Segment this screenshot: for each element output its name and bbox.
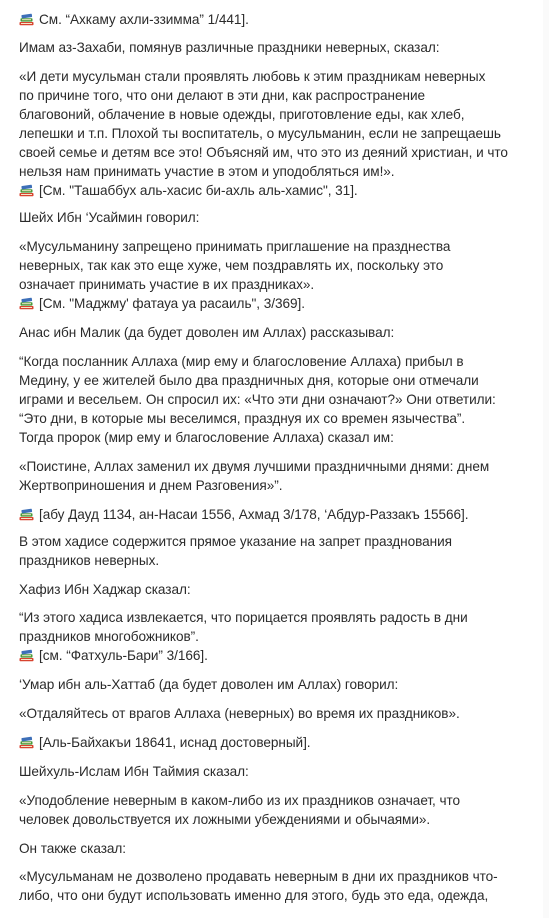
text-line xyxy=(19,792,460,810)
line-text: «Отдаляйтесь от врагов Аллаха (неверных) во время их праздников». xyxy=(19,706,460,721)
citation-line xyxy=(19,647,208,665)
citation-line xyxy=(19,11,249,29)
text-line xyxy=(19,257,443,275)
line-text: [Аль-Байхакъи 18641, иснад достоверный]. xyxy=(39,735,311,750)
books-icon xyxy=(19,736,34,749)
books-icon xyxy=(19,508,34,521)
text-line xyxy=(19,705,460,723)
text-line xyxy=(19,609,468,627)
citation-line xyxy=(19,295,305,313)
line-text: либо, что они будут использовать именно для этого, будь это еда, одежда, xyxy=(19,888,489,903)
text-line xyxy=(19,429,394,447)
text-line xyxy=(19,628,199,646)
line-text: «Мусульманину запрещено принимать приглашение на празднества xyxy=(19,239,451,254)
line-text: Шейх Ибн ‘Усаймин говорил: xyxy=(19,210,200,225)
line-text: «И дети мусульман стали проявлять любовь к этим праздникам неверных xyxy=(19,69,486,84)
books-icon xyxy=(19,297,34,310)
text-line xyxy=(19,840,126,858)
text-line xyxy=(19,125,501,143)
line-text: Медину, у ее жителей было два праздничных дня, которые они отмечали xyxy=(19,373,479,388)
line-text: [абу Дауд 1134, ан-Насаи 1556, Ахмад 3/178, ‘Абдур-Раззакъ 15566]. xyxy=(39,507,469,522)
line-text: “Когда посланник Аллаха (мир ему и благословение Аллаха) прибыл в xyxy=(19,354,464,369)
line-text: Жертвоприношения и днем Разговения»”. xyxy=(19,478,283,493)
text-line xyxy=(19,811,430,829)
line-text: неверных, так как это еще хуже, чем поздравлять их, поскольку это xyxy=(19,258,444,273)
line-text: лепешки и т.п. Плохой ты воспитатель, о мусульманин, если не запрещаешь xyxy=(19,126,501,141)
text-line xyxy=(19,410,465,428)
line-text: Анас ибн Малик (да будет доволен им Аллах) рассказывал: xyxy=(19,325,395,340)
citation-line xyxy=(19,506,469,524)
text-line xyxy=(19,676,398,694)
line-text: [См. "Маджму' фатауа уа расаиль", 3/369]. xyxy=(39,296,305,311)
books-icon xyxy=(19,649,34,662)
line-text: Шейхуль-Ислам Ибн Таймия сказал: xyxy=(19,764,249,779)
line-text: означает принимать участие в их праздниках». xyxy=(19,277,315,292)
text-line xyxy=(19,391,496,409)
citation-line xyxy=(19,182,358,200)
text-line xyxy=(19,477,282,495)
line-text: В этом хадисе содержится прямое указание на запрет празднования xyxy=(19,534,452,549)
text-line xyxy=(19,39,439,57)
text-line xyxy=(19,209,199,227)
line-text: человек довольствуется их ложными убеждениями и обычаями». xyxy=(19,812,431,827)
line-text: праздников многобожников”. xyxy=(19,629,199,644)
line-text: Тогда пророк (мир ему и благословение Аллаха) сказал им: xyxy=(19,430,394,445)
text-line xyxy=(19,163,395,181)
line-text: по причине того, что они делают в эти дни, как распространение xyxy=(19,88,426,103)
text-line xyxy=(19,581,191,599)
line-text: благовоний, облачение в новые одежды, приготовление еды, как хлеб, xyxy=(19,107,465,122)
books-icon xyxy=(19,184,34,197)
text-line xyxy=(19,533,452,551)
line-text: нельзя нам принимать участие в этом и уподобляться им!». xyxy=(19,164,395,179)
line-text: “Это дни, в которые мы веселимся, празднуя их со времен язычества”. xyxy=(19,411,466,426)
text-line xyxy=(19,106,464,124)
line-text: Имам аз-Захаби, помянув различные праздники неверных, сказал: xyxy=(19,40,440,55)
text-line xyxy=(19,68,485,86)
books-icon xyxy=(19,13,34,26)
line-text: играми и весельем. Он спросил их: «Что эти дни означают?» Они ответили: xyxy=(19,392,496,407)
text-line xyxy=(19,238,450,256)
text-line xyxy=(19,276,314,294)
line-text: «Уподобление неверным в каком-либо из их праздников означает, что xyxy=(19,793,461,808)
line-text: См. “Ахкаму ахли-ззимма” 1/441]. xyxy=(39,12,249,27)
text-line xyxy=(19,458,489,476)
line-text: «Мусульманам не дозволено продавать неверным в дни их праздников что- xyxy=(19,869,498,884)
line-text: Он также сказал: xyxy=(19,841,127,856)
line-text: праздников неверных. xyxy=(19,553,160,568)
text-line xyxy=(19,868,498,886)
scrollbar-track[interactable] xyxy=(543,0,549,918)
line-text: [См. "Ташаббух аль-хасис би-ахль аль-хамис", 31]. xyxy=(39,183,358,198)
text-line xyxy=(19,353,464,371)
line-text: «Поистине, Аллах заменил их двумя лучшими праздничными днями: днем xyxy=(19,459,490,474)
text-line xyxy=(19,144,508,162)
citation-line xyxy=(19,734,311,752)
text-line xyxy=(19,372,479,390)
text-line xyxy=(19,324,394,342)
text-line xyxy=(19,87,425,105)
text-line xyxy=(19,887,488,905)
line-text: ‘Умар ибн аль-Хаттаб (да будет доволен им Аллах) говорил: xyxy=(19,677,399,692)
line-text: [см. “Фатхуль-Бари” 3/166]. xyxy=(39,648,208,663)
text-line xyxy=(19,763,249,781)
line-text: “Из этого хадиса извлекается, что порицается проявлять радость в дни xyxy=(19,610,468,625)
text-line xyxy=(19,552,159,570)
line-text: Хафиз Ибн Хаджар сказал: xyxy=(19,582,191,597)
line-text: своей семье и детям все это! Объясняй им, что это из деяний христиан, и что xyxy=(19,145,508,160)
